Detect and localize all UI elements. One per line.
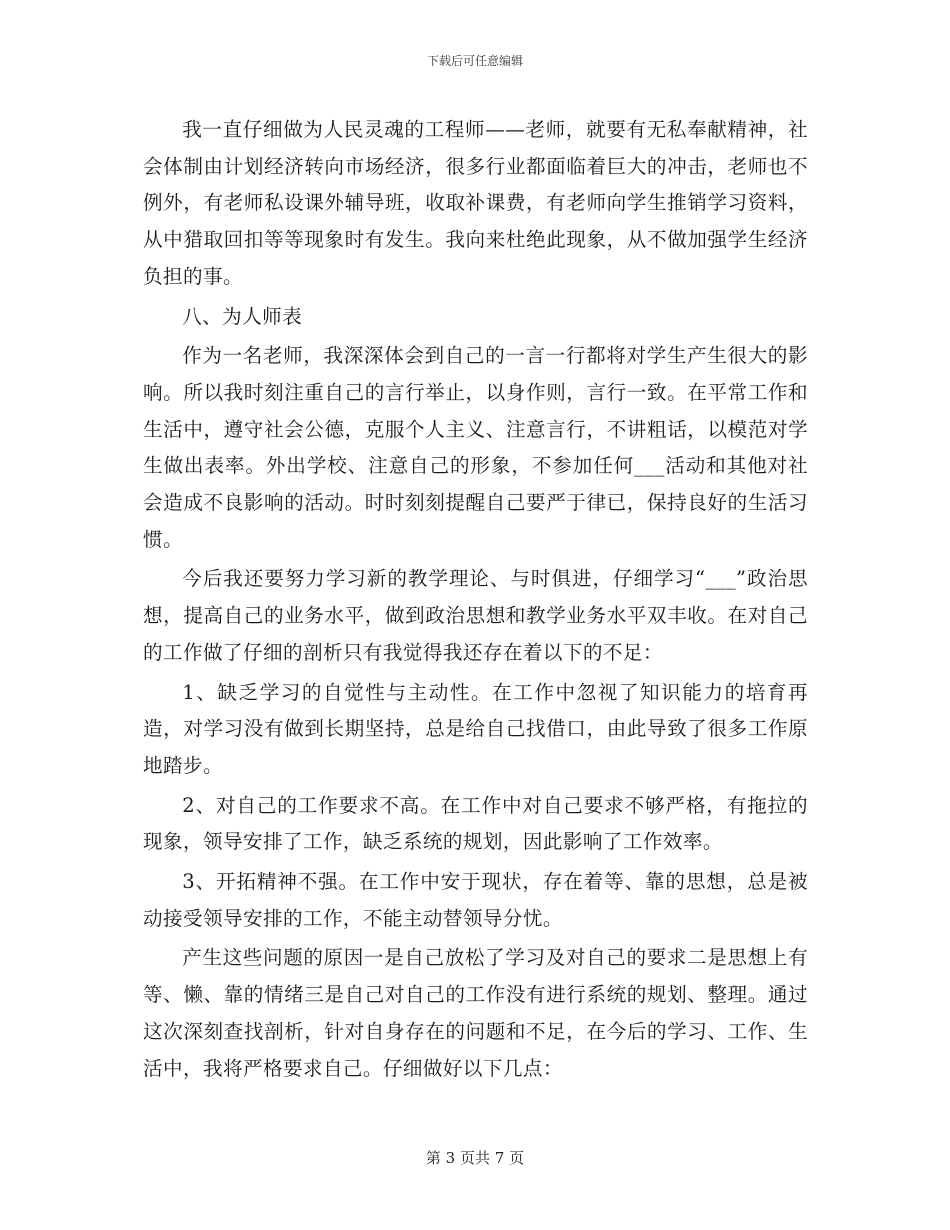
- section-heading-eight: 八、为人师表: [182, 304, 303, 328]
- paragraph-role-model: 作为一名老师，我深深体会到自己的一言一行都将对学生产生很大的影响。所以我时刻注重自己的言行举止，以身作则，言行一致。在平常工作和生活中，遵守社会公德，克服个人主义、注意言行，不讲粗话，以模范对学生做出表率。外出学校、注意自己的形象，不参加任何___活动和其他对社会造成不良影响的活动。时时刻刻提醒自己要严于律已，保持良好的生活习惯。: [143, 344, 808, 551]
- list-item-shortcoming-3: 3、开拓精神不强。在工作中安于现状，存在着等、靠的思想，总是被动接受领导安排的工作，不能主动替领导分忧。: [143, 870, 808, 930]
- list-item-shortcoming-1: 1、缺乏学习的自觉性与主动性。在工作中忽视了知识能力的培育再造，对学习没有做到长期坚持，总是给自己找借口，由此导致了很多工作原地踏步。: [143, 680, 808, 777]
- document-body: [143, 112, 808, 1087]
- paragraph-teacher-dedication: 我一直仔细做为人民灵魂的工程师——老师，就要有无私奉献精神，社会体制由计划经济转向市场经济，很多行业都面临着巨大的冲击，老师也不例外，有老师私设课外辅导班，收取补课费，有老师向学生推销学习资料，从中猎取回扣等等现象时有发生。我向来杜绝此现象，从不做加强学生经济负担的事。: [143, 118, 808, 288]
- list-item-shortcoming-2: 2、对自己的工作要求不高。在工作中对自己要求不够严格，有拖拉的现象，领导安排了工作，缺乏系统的规划，因此影响了工作效率。: [143, 793, 808, 854]
- paragraph-future-study: 今后我还要努力学习新的教学理论、与时俱进，仔细学习“___”政治思想，提高自己的业务水平，做到政治思想和教学业务水平双丰收。在对自己的工作做了仔细的剖析只有我觉得我还存在着以下的不足：: [143, 567, 808, 664]
- page-header-note: 下载后可任意编辑: [426, 54, 523, 68]
- page-number-footer: 第 3 页共 7 页: [425, 1149, 525, 1167]
- paragraph-causes: 产生这些问题的原因一是自己放松了学习及对自己的要求二是思想上有等、懒、靠的情绪三是自己对自己的工作没有进行系统的规划、整理。通过这次深刻查找剖析，针对自身存在的问题和不足，在今后的学习、工作、生活中，我将严格要求自己。仔细做好以下几点：: [143, 946, 808, 1080]
